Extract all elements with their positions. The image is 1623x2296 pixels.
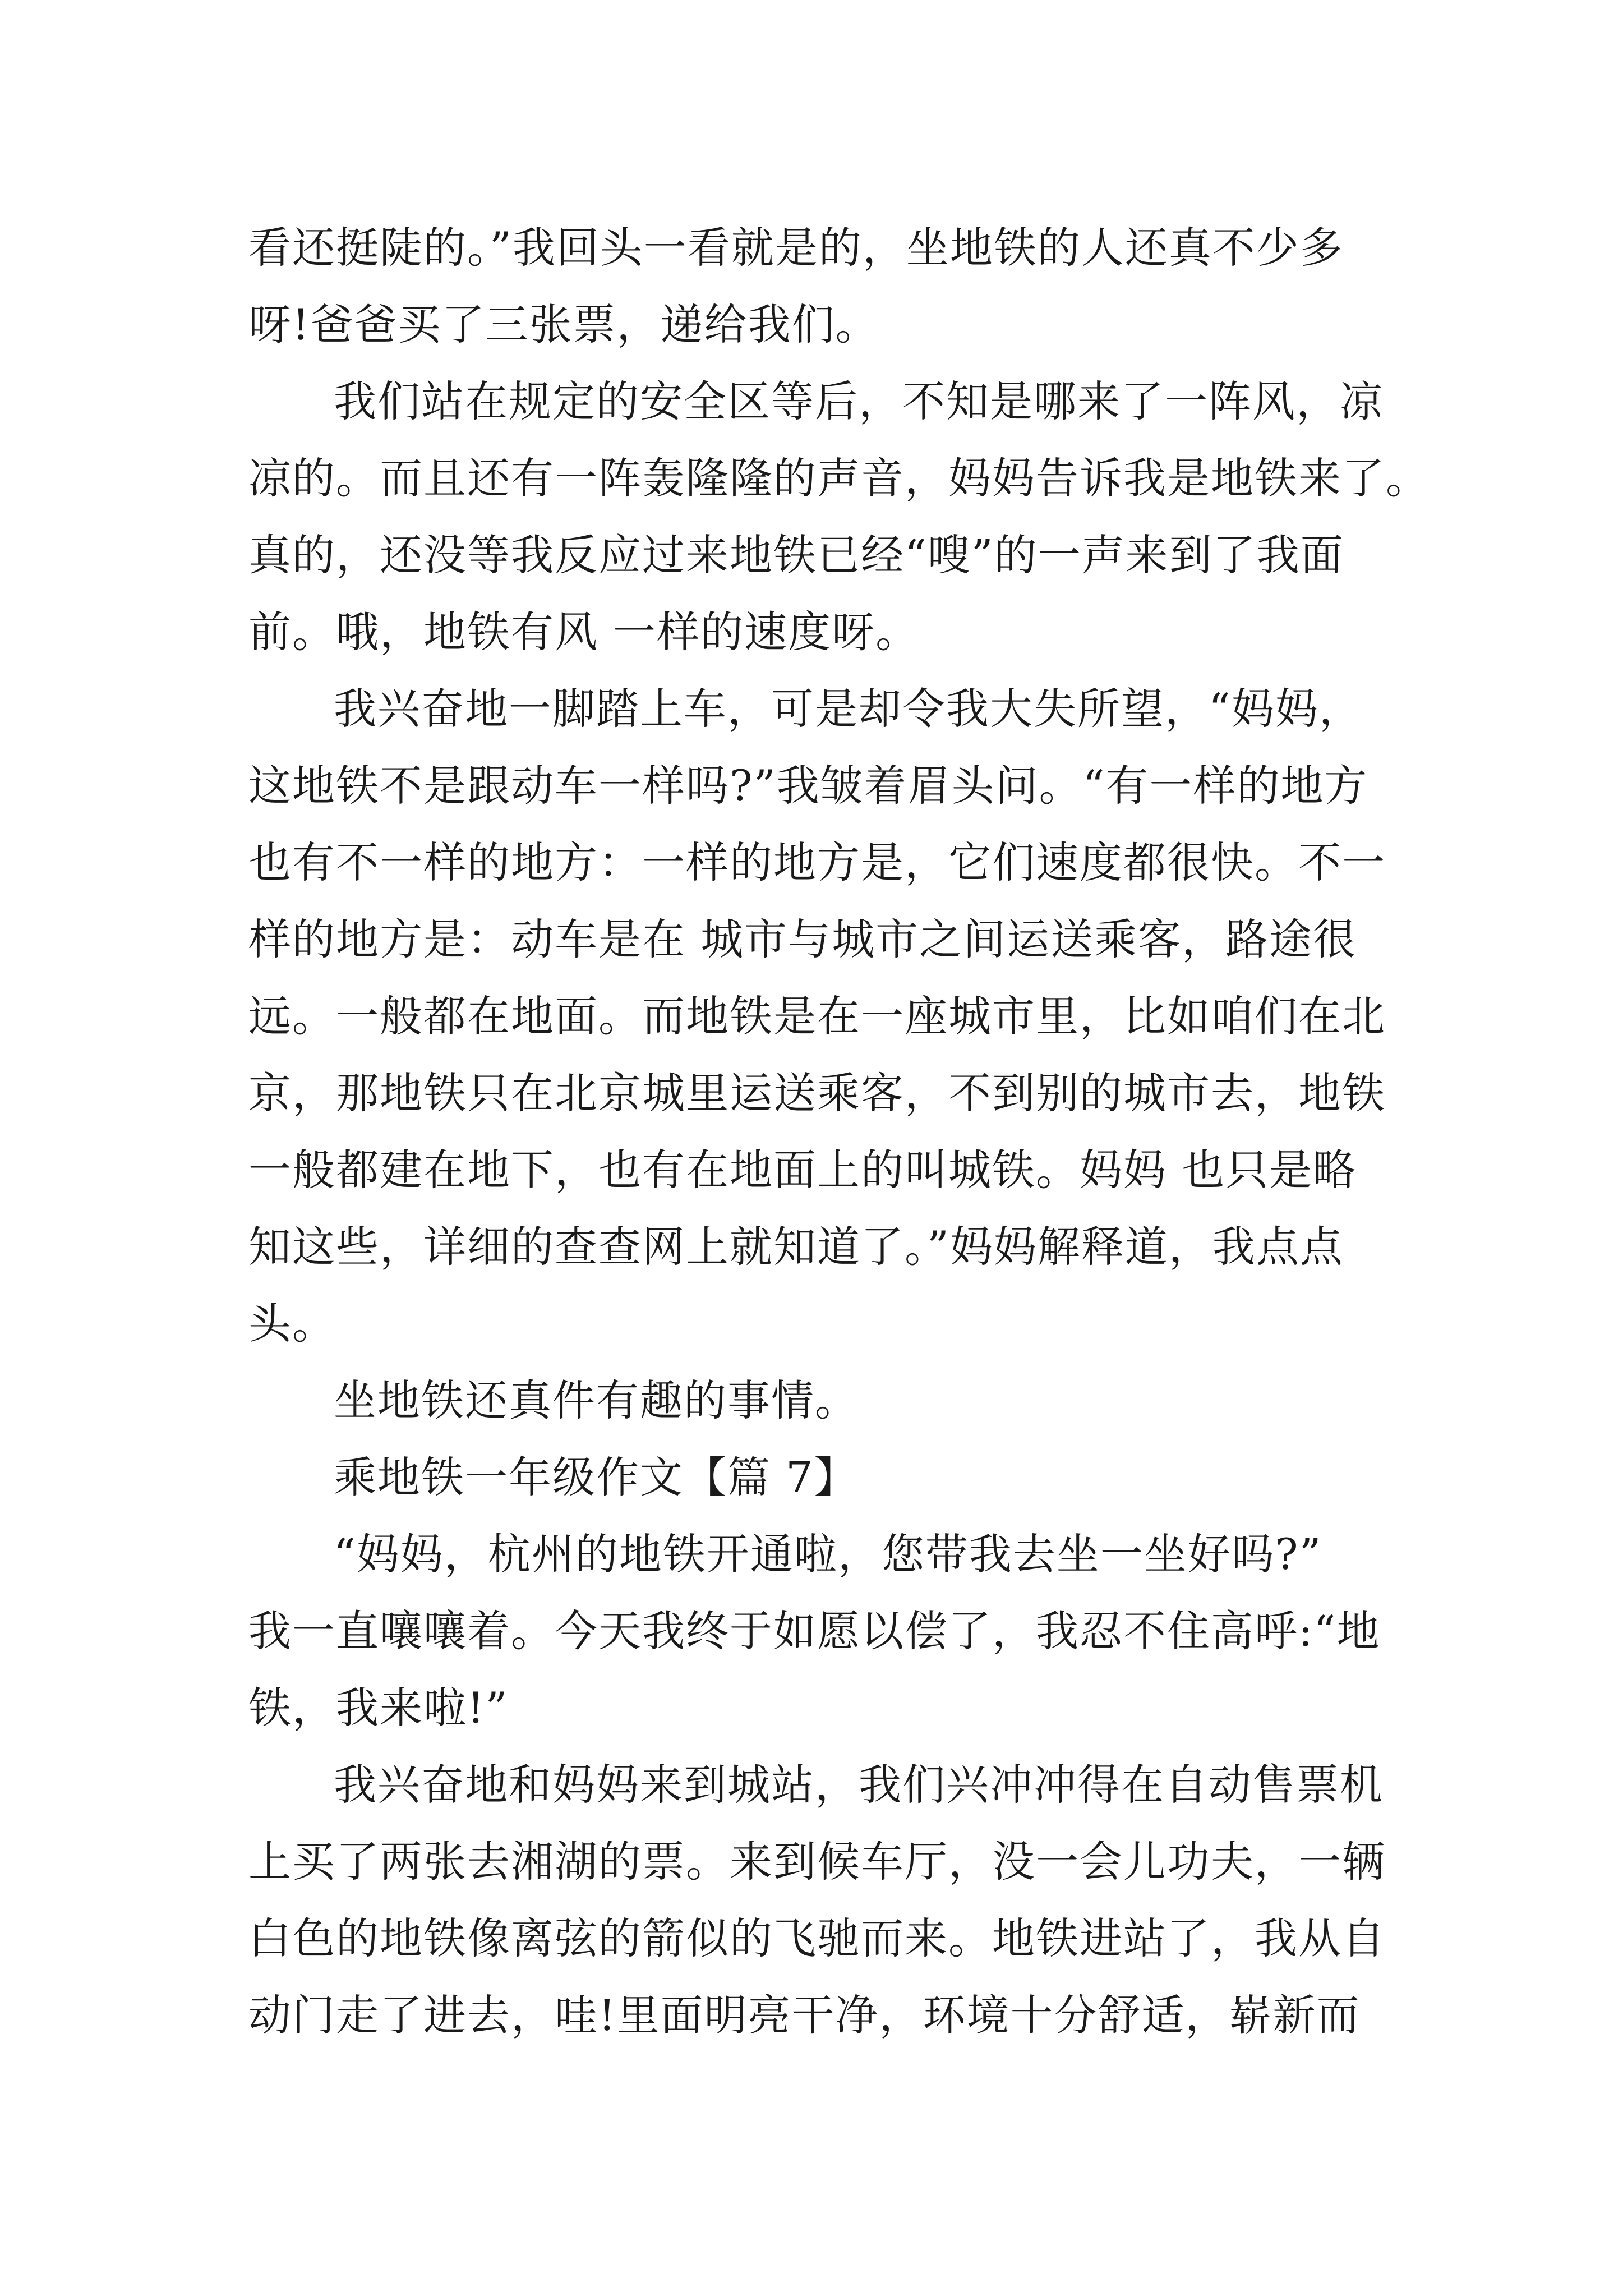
text-line: 远。一般都在地面。而地铁是在一座城市里，比如咱们在北 [248, 991, 1386, 1041]
text-line: 凉的。而且还有一阵轰隆隆的声音，妈妈告诉我是地铁来了。 [248, 453, 1430, 503]
text-line: 我一直嚷嚷着。今天我终于如愿以偿了，我忍不住高呼:“地 [248, 1606, 1381, 1656]
text-line: “妈妈，杭州的地铁开通啦，您带我去坐一坐好吗?” [334, 1529, 1322, 1579]
text-line: 知这些，详细的查查网上就知道了。”妈妈解释道，我点点 [248, 1222, 1344, 1272]
text-line: 前。哦，地铁有风 一样的速度呀。 [248, 607, 920, 657]
text-line: 真的，还没等我反应过来地铁已经“嗖”的一声来到了我面 [248, 530, 1344, 580]
text-line: 看还挺陡的。”我回头一看就是的，坐地铁的人还真不少多 [248, 223, 1344, 273]
text-line: 京，那地铁只在北京城里运送乘客，不到别的城市去，地铁 [248, 1068, 1386, 1118]
text-line: 白色的地铁像离弦的箭似的飞驰而来。地铁进站了，我从自 [248, 1913, 1386, 1963]
text-line: 一般都建在地下，也有在地面上的叫城铁。妈妈 也只是略 [248, 1145, 1357, 1195]
text-line: 头。 [248, 1299, 336, 1349]
text-line: 样的地方是：动车是在 城市与城市之间运送乘客，路途很 [248, 914, 1357, 964]
text-line: 我兴奋地和妈妈来到城站，我们兴冲冲得在自动售票机 [334, 1760, 1384, 1810]
text-line: 上买了两张去湘湖的票。来到候车厅，没一会儿功夫，一辆 [248, 1837, 1386, 1887]
text-line: 我们站在规定的安全区等后，不知是哪来了一阵风，凉 [334, 376, 1384, 426]
text-line: 动门走了进去，哇!里面明亮干净，环境十分舒适，崭新而 [248, 1990, 1361, 2040]
text-line: 坐地铁还真件有趣的事情。 [334, 1375, 859, 1425]
text-line: 铁，我来啦!” [248, 1683, 509, 1733]
document-body [248, 209, 1430, 2054]
section-heading: 乘地铁一年级作文【篇 7】 [334, 1452, 858, 1502]
text-line: 呀!爸爸买了三张票，递给我们。 [248, 300, 879, 349]
text-line: 也有不一样的地方：一样的地方是，它们速度都很快。不一 [248, 838, 1386, 887]
text-line: 我兴奋地一脚踏上车，可是却令我大失所望，“妈妈， [334, 684, 1363, 734]
text-line: 这地铁不是跟动车一样吗?”我皱着眉头问。“有一样的地方 [248, 761, 1368, 811]
